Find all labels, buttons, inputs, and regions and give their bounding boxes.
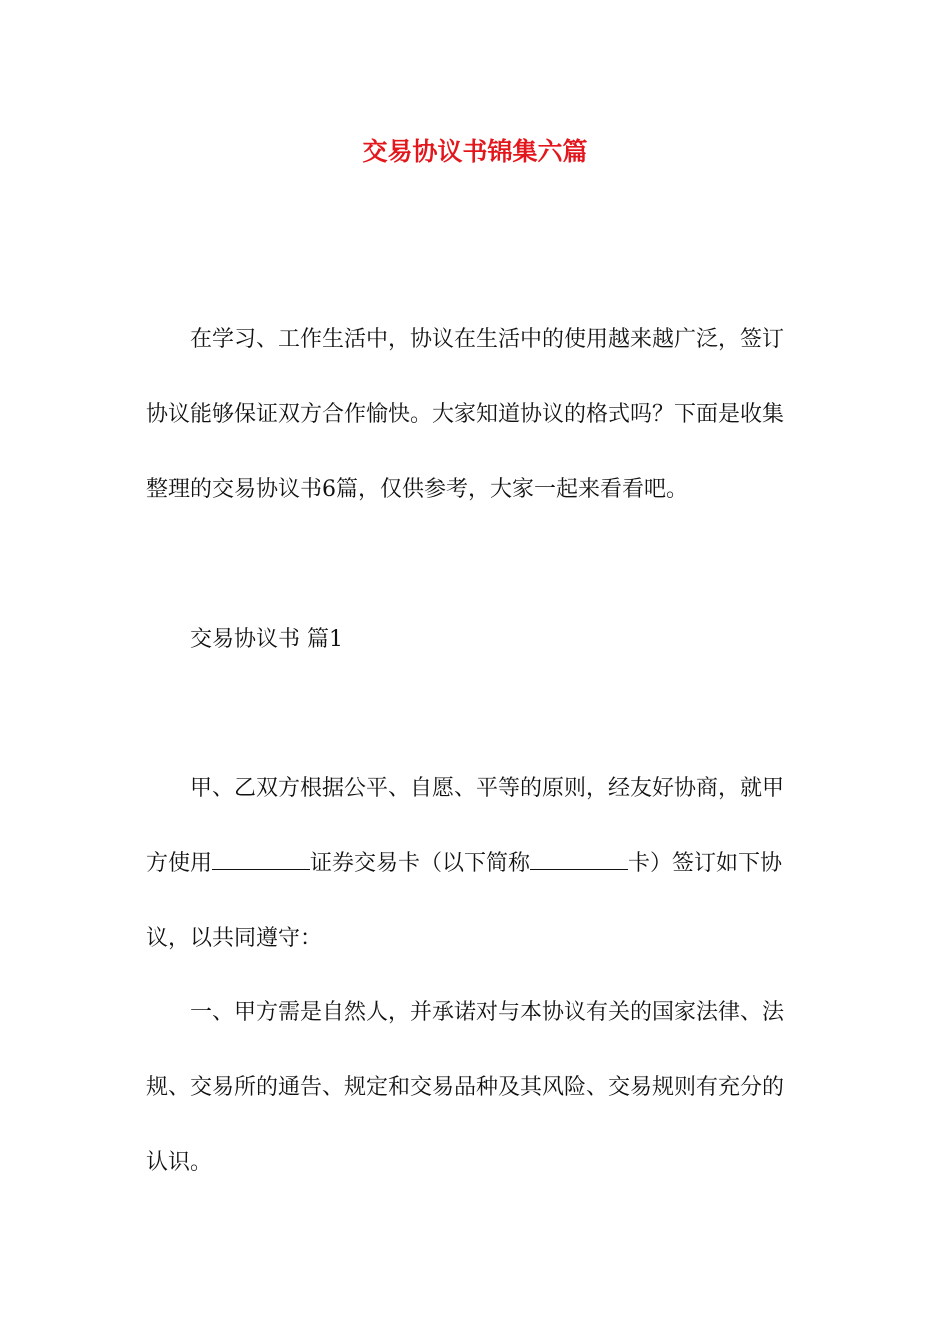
- para1-line-2-part2: 证券交易卡（以下简称: [310, 851, 531, 876]
- para1-line-1: 甲、乙双方根据公平、自愿、平等的原则，经友好协商，就甲: [190, 776, 785, 801]
- para2-line-2: 规、交易所的通告、规定和交易品种及其风险、交易规则有充分的: [146, 1075, 785, 1100]
- document-title: 交易协议书锦集六篇: [362, 137, 588, 166]
- para1-line-3: 议，以共同遵守：: [146, 926, 323, 951]
- blank-underline: [530, 849, 628, 870]
- para2-line-1: 一、甲方需是自然人，并承诺对与本协议有关的国家法律、法: [190, 1000, 785, 1025]
- intro-line-1: 在学习、工作生活中，协议在生活中的使用越来越广泛，签订: [190, 327, 785, 352]
- para1-line-2-part1: 方使用: [146, 851, 213, 876]
- blank-underline: [212, 849, 310, 870]
- para1-line-2-part3: 卡）签订如下协: [628, 851, 783, 876]
- section-heading: 交易协议书 篇1: [190, 627, 343, 652]
- intro-line-3: 整理的交易协议书6篇，仅供参考，大家一起来看看吧。: [146, 477, 688, 502]
- para2-line-3: 认识。: [146, 1150, 213, 1175]
- intro-line-2: 协议能够保证双方合作愉快。大家知道协议的格式吗？下面是收集: [146, 402, 785, 427]
- para1-line-2: [146, 847, 806, 881]
